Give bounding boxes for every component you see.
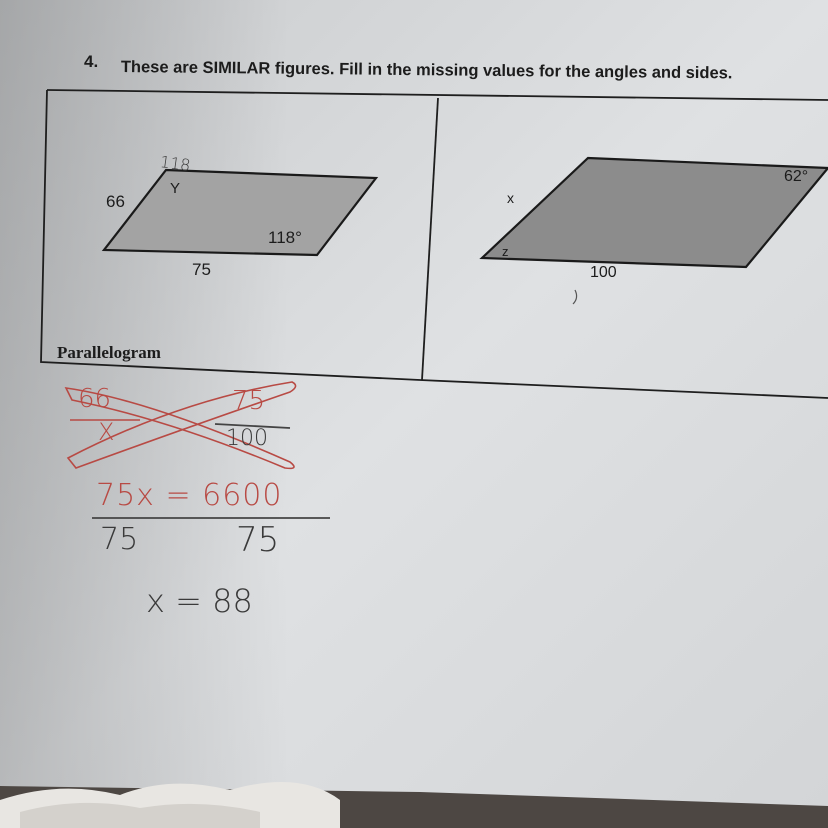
handwritten-result: x = 88: [146, 582, 253, 620]
question-number: 4.: [84, 52, 99, 71]
right-side-variable: x: [507, 190, 514, 206]
left-bottom-label: 75: [192, 260, 211, 279]
proportion-bottom-right: 100: [226, 426, 268, 451]
proportion-bottom-left: X: [98, 418, 115, 446]
parallelogram-caption: Parallelogram: [57, 343, 161, 362]
divisor-left: 75: [100, 522, 139, 557]
question-instruction: These are SIMILAR figures. Fill in the missing values for the angles and sides.: [120, 58, 733, 83]
right-bottom-label: 100: [590, 264, 617, 281]
proportion-top-left: 66: [78, 384, 112, 414]
proportion-top-right: 75: [232, 386, 266, 416]
right-angle-label: 62°: [784, 168, 809, 185]
left-angle-label: 118°: [268, 228, 302, 247]
equation-line: 75x = 6600: [96, 478, 283, 513]
divisor-right: 75: [236, 520, 280, 560]
left-angle-variable: Y: [170, 180, 181, 197]
handwritten-y-answer: 118: [158, 151, 192, 176]
left-side-label: 66: [106, 192, 125, 211]
right-angle-variable: z: [502, 244, 509, 259]
